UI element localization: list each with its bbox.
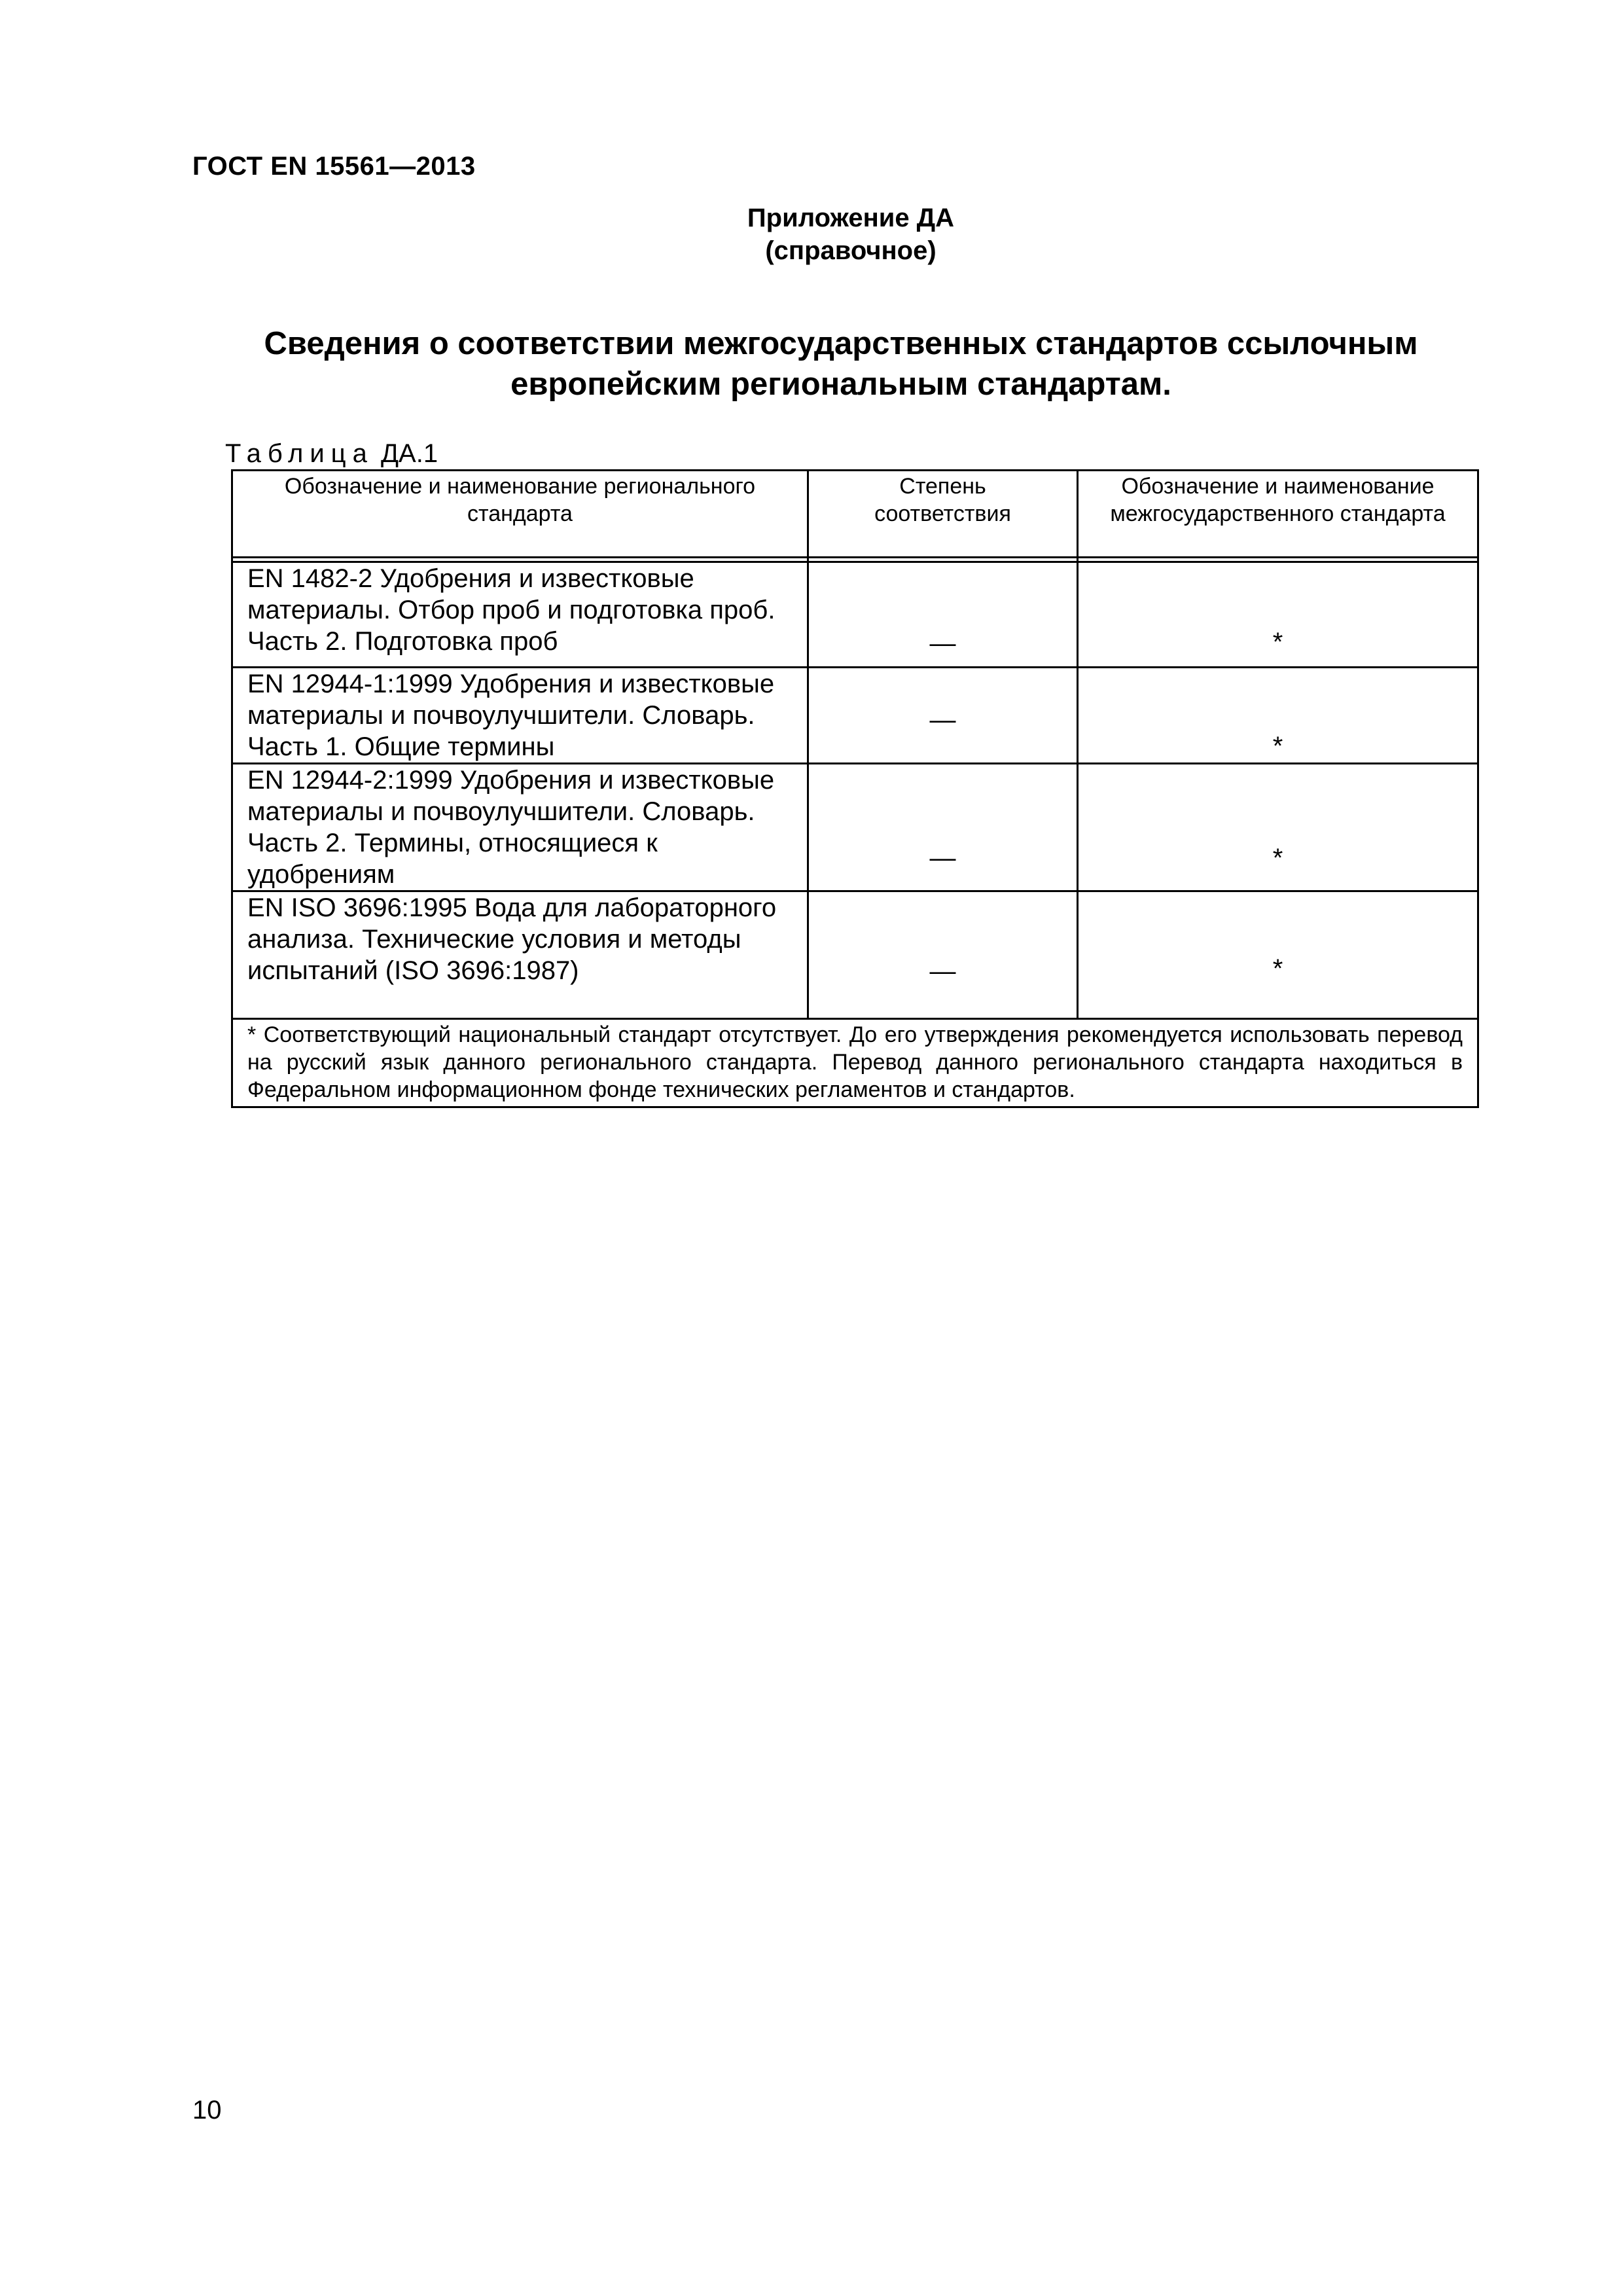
degree-cell <box>808 668 1078 764</box>
table-footnote: * Соответствующий национальный стандарт отсутствует. До его утверждения рекомендуется использовать перевод на русский язык данного регионального стандарта. Перевод данного регионального стандарта находиться в Федеральном информационном фонде технических регламентов и стандартов. <box>232 1019 1478 1107</box>
degree-value: — <box>929 957 956 986</box>
table-caption-word: Таблица <box>225 439 374 468</box>
interstate-standard-value: * <box>1272 954 1283 983</box>
degree-value: — <box>929 629 956 658</box>
page-number: 10 <box>192 2096 222 2125</box>
document-code: ГОСТ EN 15561—2013 <box>192 152 476 181</box>
annex-title: Приложение ДА <box>747 204 955 232</box>
regional-standard-cell: EN ISO 3696:1995 Вода для лабораторного анализа. Технические условия и методы испытаний (ISO 3696:1987) <box>232 891 808 1019</box>
degree-value: — <box>929 844 956 872</box>
annex-subtitle: (справочное) <box>765 236 936 265</box>
correspondence-table <box>231 469 1479 1108</box>
degree-cell <box>808 562 1078 668</box>
table-caption-number: ДА.1 <box>380 439 438 468</box>
interstate-standard-cell <box>1078 562 1478 668</box>
degree-cell <box>808 891 1078 1019</box>
table-row <box>232 891 1478 1019</box>
header-interstate-standard: Обозначение и наименование межгосударственного стандарта <box>1078 471 1478 558</box>
annex-heading <box>589 202 1113 267</box>
section-title <box>190 323 1492 404</box>
table-row <box>232 668 1478 764</box>
interstate-standard-value: * <box>1272 732 1283 761</box>
table-footnote-row <box>232 1019 1478 1107</box>
table-gap-row <box>232 558 1478 562</box>
table-row <box>232 764 1478 891</box>
regional-standard-cell: EN 12944-1:1999 Удобрения и известковые материалы и почвоулучшители. Словарь. Часть 1. Общие термины <box>232 668 808 764</box>
header-regional-standard: Обозначение и наименование регионального стандарта <box>232 471 808 558</box>
interstate-standard-value: * <box>1272 628 1283 656</box>
interstate-standard-cell <box>1078 764 1478 891</box>
table-header-row <box>232 471 1478 558</box>
header-degree-of-conformity: Степень соответствия <box>808 471 1078 558</box>
interstate-standard-cell <box>1078 891 1478 1019</box>
section-title-line-1: Сведения о соответствии межгосударственных стандартов ссылочным <box>264 326 1418 361</box>
degree-value: — <box>929 706 956 734</box>
interstate-standard-cell <box>1078 668 1478 764</box>
section-title-line-2: европейским региональным стандартам. <box>510 367 1171 402</box>
regional-standard-cell: EN 1482-2 Удобрения и известковые материалы. Отбор проб и подготовка проб. Часть 2. Подготовка проб <box>232 562 808 668</box>
regional-standard-cell: EN 12944-2:1999 Удобрения и известковые материалы и почвоулучшители. Словарь. Часть 2. Термины, относящиеся к удобрениям <box>232 764 808 891</box>
table-caption <box>225 439 438 469</box>
interstate-standard-value: * <box>1272 844 1283 872</box>
degree-cell <box>808 764 1078 891</box>
table-row <box>232 562 1478 668</box>
